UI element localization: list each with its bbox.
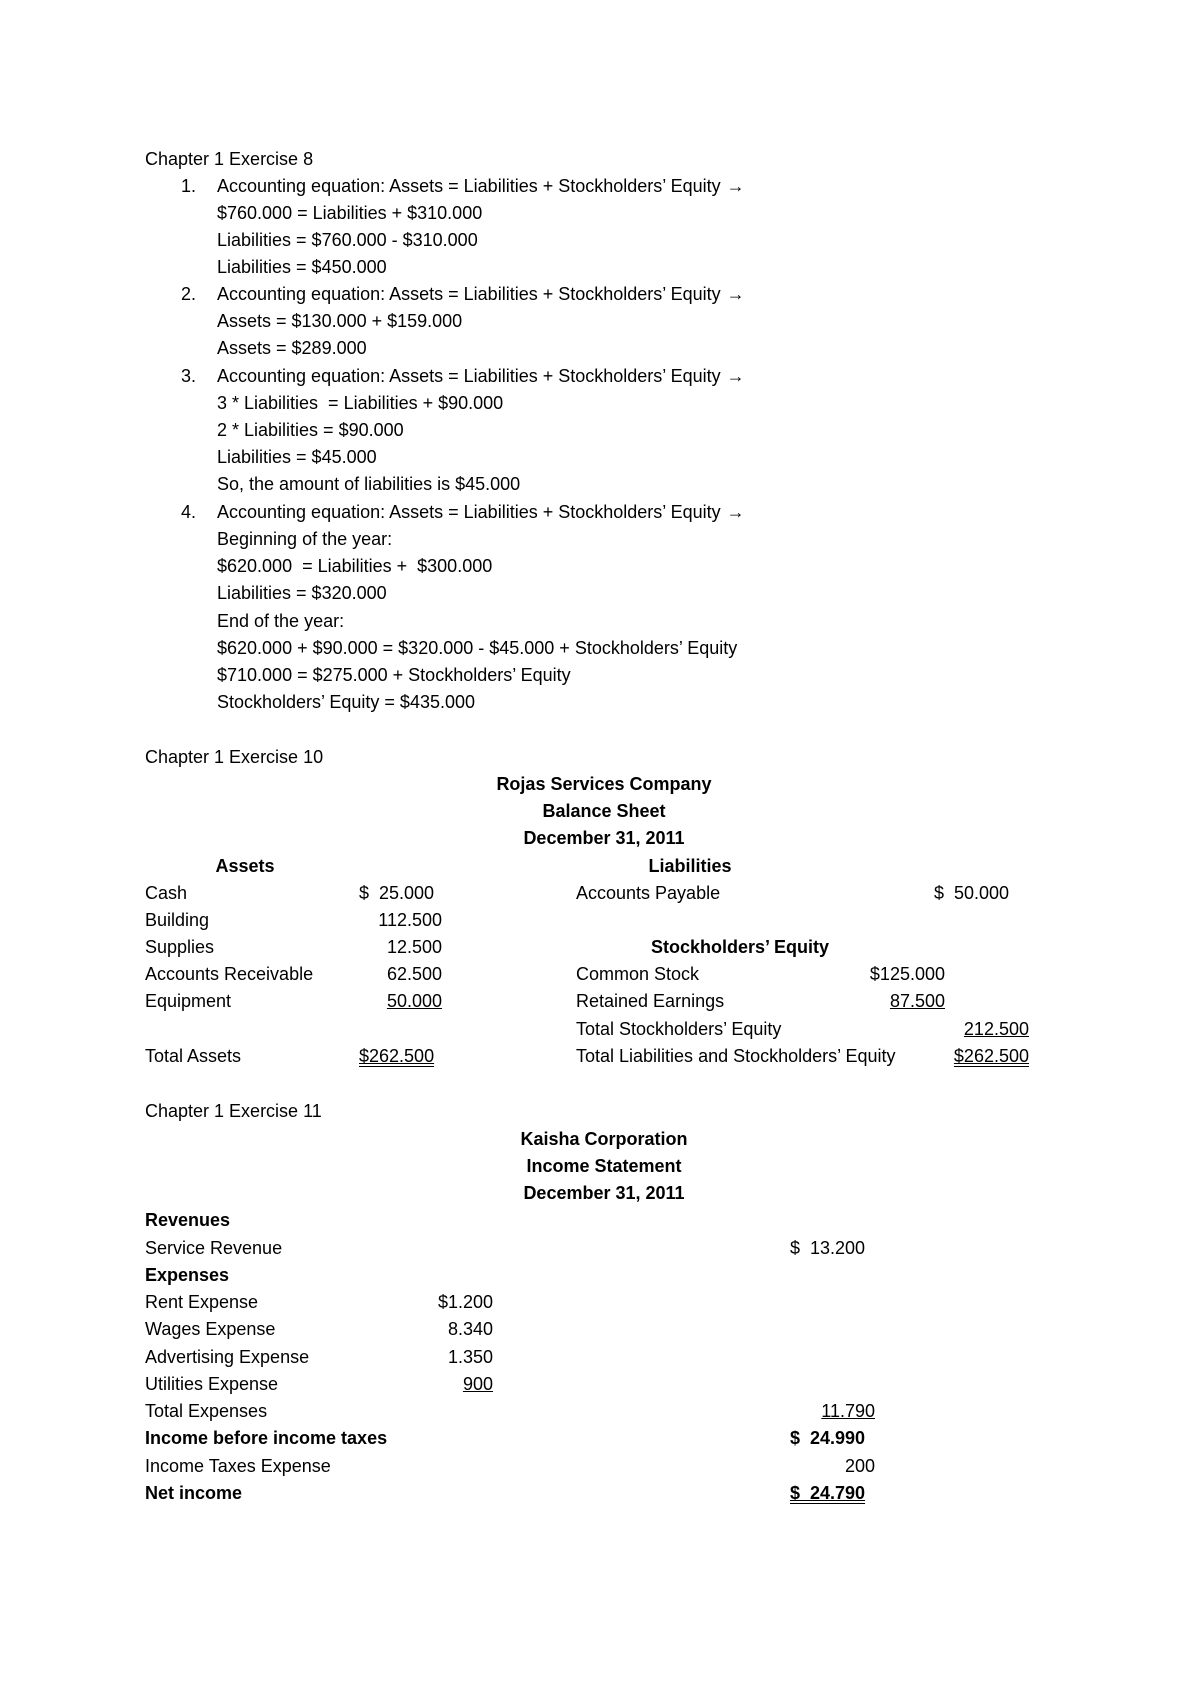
income-tax-label: Income Taxes Expense <box>145 1456 331 1476</box>
expense-label: Wages Expense <box>145 1319 276 1339</box>
revenues-heading: Revenues <box>145 1210 231 1230</box>
statement-date: December 31, 2011 <box>523 828 685 848</box>
expense-value: 900 <box>462 1374 493 1394</box>
asset-label: Equipment <box>145 991 232 1011</box>
item-2-line-1: Accounting equation: Assets = Liabilities + Stockholders’ Equity → <box>217 284 745 304</box>
item-4-line-4: Liabilities = $320.000 <box>217 583 387 603</box>
company-name: Rojas Services Company <box>496 774 712 794</box>
total-equity-value: 212.500 <box>963 1019 1029 1039</box>
expense-value: $1.200 <box>437 1292 493 1312</box>
item-1-line-4: Liabilities = $450.000 <box>217 257 387 277</box>
item-1-line-3: Liabilities = $760.000 - $310.000 <box>217 230 478 250</box>
common-stock-value: $125.000 <box>869 964 945 984</box>
total-liab-equity-label: Total Liabilities and Stockholders’ Equity <box>576 1046 896 1066</box>
item-4-line-1: Accounting equation: Assets = Liabilities + Stockholders’ Equity → <box>217 502 745 522</box>
income-before-tax-label: Income before income taxes <box>145 1428 388 1448</box>
asset-value: 112.500 <box>378 910 442 930</box>
item-3-line-5: So, the amount of liabilities is $45.000 <box>217 474 521 494</box>
arrow-icon: → <box>726 176 745 196</box>
item-1-line-2: $760.000 = Liabilities + $310.000 <box>217 203 483 223</box>
common-stock-label: Common Stock <box>576 964 700 984</box>
item-4-number: 4. <box>181 502 197 522</box>
arrow-icon: → <box>726 366 745 386</box>
retained-earnings-value: 87.500 <box>889 991 945 1011</box>
item-3-line-3: 2 * Liabilities = $90.000 <box>217 420 404 440</box>
statement-date: December 31, 2011 <box>523 1183 685 1203</box>
service-revenue-label: Service Revenue <box>145 1238 283 1258</box>
expense-value: 1.350 <box>447 1347 493 1367</box>
asset-label: Supplies <box>145 937 215 957</box>
item-3-line-4: Liabilities = $45.000 <box>217 447 377 467</box>
asset-value: 12.500 <box>386 937 442 957</box>
item-3-number: 3. <box>181 366 197 386</box>
net-income-value: $ 24.790 <box>790 1483 866 1503</box>
asset-value: 50.000 <box>386 991 442 1011</box>
item-2-line-2: Assets = $130.000 + $159.000 <box>217 311 463 331</box>
asset-label: Building <box>145 910 210 930</box>
item-1-number: 1. <box>181 176 197 196</box>
item-1-line-1: Accounting equation: Assets = Liabilities + Stockholders’ Equity → <box>217 176 745 196</box>
asset-value: $ 25.000 <box>359 883 435 903</box>
expenses-heading: Expenses <box>145 1265 230 1285</box>
asset-value: 62.500 <box>386 964 442 984</box>
equity-heading: Stockholders’ Equity <box>650 937 830 957</box>
arrow-icon: → <box>726 284 745 304</box>
asset-label: Cash <box>145 883 188 903</box>
company-name: Kaisha Corporation <box>520 1129 688 1149</box>
retained-earnings-label: Retained Earnings <box>576 991 725 1011</box>
statement-title: Income Statement <box>526 1156 682 1176</box>
expense-value: 8.340 <box>447 1319 493 1339</box>
arrow-icon: → <box>726 502 745 522</box>
asset-label: Accounts Receivable <box>145 964 314 984</box>
exercise-10-heading: Chapter 1 Exercise 10 <box>145 747 324 767</box>
expense-label: Utilities Expense <box>145 1374 279 1394</box>
accounts-payable-value: $ 50.000 <box>934 883 1010 903</box>
total-expenses-value: 11.790 <box>821 1401 875 1421</box>
statement-title: Balance Sheet <box>542 801 666 821</box>
item-4-line-7: $710.000 = $275.000 + Stockholders’ Equity <box>217 665 571 685</box>
item-3-line-2: 3 * Liabilities = Liabilities + $90.000 <box>217 393 504 413</box>
expense-label: Rent Expense <box>145 1292 259 1312</box>
item-4-line-5: End of the year: <box>217 611 345 631</box>
total-expenses-label: Total Expenses <box>145 1401 268 1421</box>
assets-heading: Assets <box>215 856 275 876</box>
income-tax-value: 200 <box>844 1456 875 1476</box>
item-2-line-3: Assets = $289.000 <box>217 338 367 358</box>
exercise-8-heading: Chapter 1 Exercise 8 <box>145 149 314 169</box>
exercise-11-heading: Chapter 1 Exercise 11 <box>145 1101 322 1121</box>
net-income-label: Net income <box>145 1483 243 1503</box>
item-2-number: 2. <box>181 284 197 304</box>
item-4-line-3: $620.000 = Liabilities + $300.000 <box>217 556 493 576</box>
total-assets-label: Total Assets <box>145 1046 242 1066</box>
item-4-line-8: Stockholders’ Equity = $435.000 <box>217 692 476 712</box>
income-before-tax-value: $ 24.990 <box>790 1428 866 1448</box>
total-liab-equity-value: $262.500 <box>953 1046 1029 1066</box>
service-revenue-value: $ 13.200 <box>790 1238 866 1258</box>
total-equity-label: Total Stockholders’ Equity <box>576 1019 782 1039</box>
accounts-payable-label: Accounts Payable <box>576 883 721 903</box>
liabilities-heading: Liabilities <box>648 856 732 876</box>
expense-label: Advertising Expense <box>145 1347 310 1367</box>
item-4-line-2: Beginning of the year: <box>217 529 393 549</box>
item-3-line-1: Accounting equation: Assets = Liabilities + Stockholders’ Equity → <box>217 366 745 386</box>
item-4-line-6: $620.000 + $90.000 = $320.000 - $45.000 + Stockholders’ Equity <box>217 638 738 658</box>
total-assets-value: $262.500 <box>359 1046 435 1066</box>
